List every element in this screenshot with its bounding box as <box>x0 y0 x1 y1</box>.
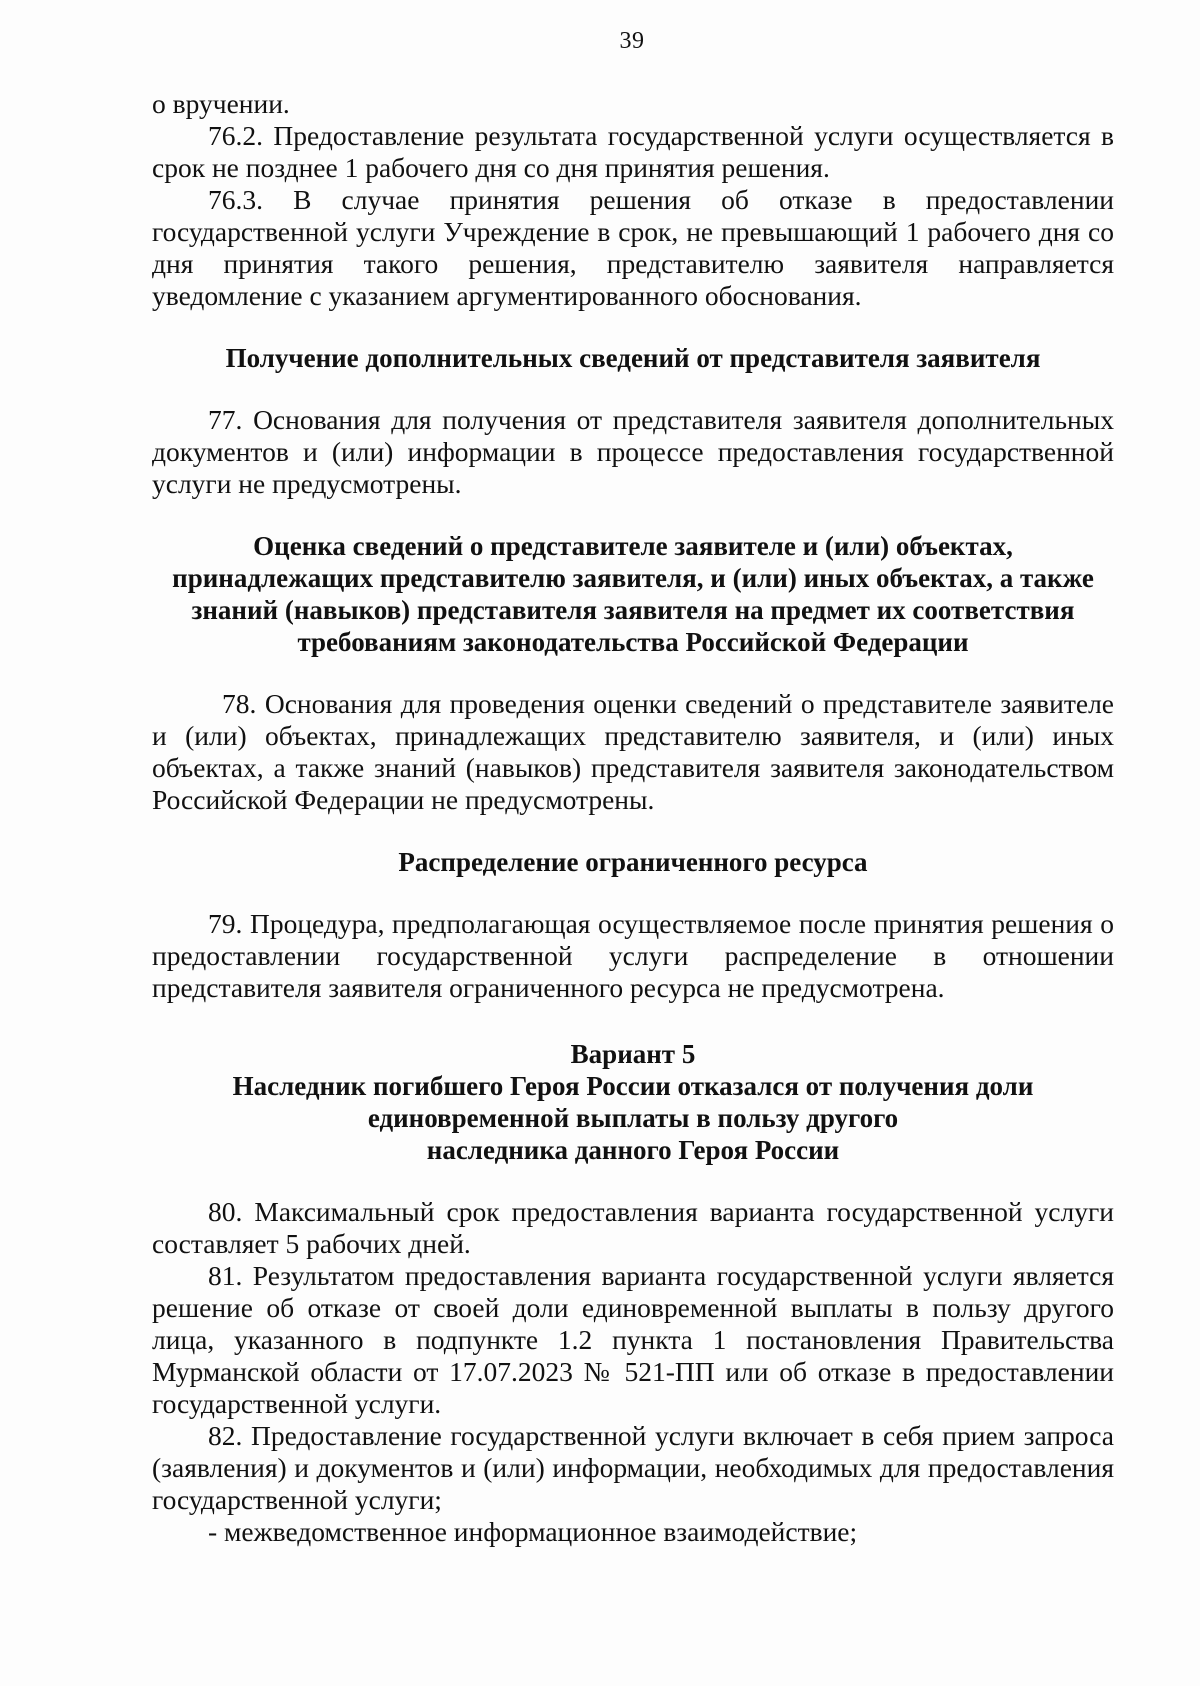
heading-assessment-line: принадлежащих представителю заявителя, и (или) иных объектах, а также <box>172 563 1094 593</box>
list-item-interagency: - межведомственное информационное взаимодействие; <box>208 1516 858 1547</box>
heading-resource: Распределение ограниченного ресурса <box>398 847 868 877</box>
paragraph-81: 81. Результатом предоставления варианта государственной услуги является решение об отказе от своей доли единовременной выплаты в пользу другого лица, указанного в подпункте 1.2 пункта 1 постановления Правительства Мурманской области от 17.07.2023 № 521-ПП или об отказе в предоставлении государственной услуги. <box>152 1260 1114 1419</box>
paragraph-80: 80. Максимальный срок предоставления варианта государственной услуги составляет 5 рабочих дней. <box>152 1196 1114 1259</box>
heading-variant <box>152 1038 1114 1166</box>
heading-variant-line: Наследник погибшего Героя России отказался от получения доли <box>232 1071 1034 1101</box>
document-body <box>152 88 1114 1548</box>
heading-assessment-line: требованиям законодательства Российской Федерации <box>297 627 969 657</box>
heading-variant-line: Вариант 5 <box>570 1039 696 1069</box>
paragraph-continuation: о вручении. <box>152 88 290 119</box>
paragraph-76-2: 76.2. Предоставление результата государственной услуги осуществляется в срок не позднее 1 рабочего дня со дня принятия решения. <box>152 120 1114 183</box>
paragraph-78: 78. Основания для проведения оценки сведений о представителе заявителе и (или) объектах, принадлежащих представителю заявителя, и (или) иных объектах, а также знаний (навыков) представителя заявителя законодательством Российской Федерации не предусмотрены. <box>152 688 1114 815</box>
paragraph-79: 79. Процедура, предполагающая осуществляемое после принятия решения о предоставлении государственной услуги распределение в отношении представителя заявителя ограниченного ресурса не предусмотрена. <box>152 908 1114 1003</box>
heading-variant-line: наследника данного Героя России <box>426 1135 840 1165</box>
page-number: 39 <box>619 28 645 54</box>
paragraph-76-3: 76.3. В случае принятия решения об отказе в предоставлении государственной услуги Учреждение в срок, не превышающий 1 рабочего дня со дня принятия такого решения, представителю заявителя направляется уведомление с указанием аргументированного обоснования. <box>152 184 1114 311</box>
heading-variant-line: единовременной выплаты в пользу другого <box>367 1103 899 1133</box>
heading-additional-info: Получение дополнительных сведений от представителя заявителя <box>225 343 1041 373</box>
paragraph-82: 82. Предоставление государственной услуги включает в себя прием запроса (заявления) и документов и (или) информации, необходимых для предоставления государственной услуги; <box>152 1420 1114 1515</box>
heading-assessment-line: знаний (навыков) представителя заявителя на предмет их соответствия <box>191 595 1075 625</box>
heading-assessment-line: Оценка сведений о представителе заявителе и (или) объектах, <box>253 531 1013 561</box>
paragraph-77: 77. Основания для получения от представителя заявителя дополнительных документов и (или) информации в процессе предоставления государственной услуги не предусмотрены. <box>152 404 1114 499</box>
heading-assessment <box>152 530 1114 658</box>
